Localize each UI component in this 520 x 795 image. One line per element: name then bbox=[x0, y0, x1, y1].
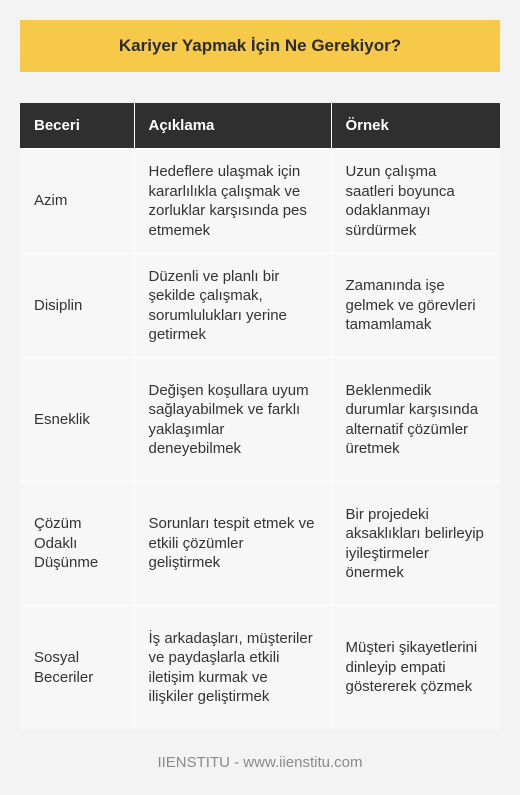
skills-table-container bbox=[20, 103, 500, 729]
column-header-description: Açıklama bbox=[134, 103, 331, 149]
column-header-example: Örnek bbox=[331, 103, 500, 149]
page-title: Kariyer Yapmak İçin Ne Gerekiyor? bbox=[118, 36, 402, 55]
example-cell: Beklenmedik durumlar karşısında alternatif çözümler üretmek bbox=[331, 358, 500, 482]
skill-cell: Sosyal Beceriler bbox=[20, 606, 134, 730]
example-cell: Zamanında işe gelmek ve görevleri tamamlamak bbox=[331, 254, 500, 358]
table-row bbox=[20, 149, 500, 254]
table-row bbox=[20, 358, 500, 482]
description-cell: Değişen koşullara uyum sağlayabilmek ve farklı yaklaşımlar deneyebilmek bbox=[134, 358, 331, 482]
description-cell: Düzenli ve planlı bir şekilde çalışmak, sorumlulukları yerine getirmek bbox=[134, 254, 331, 358]
description-cell: Hedeflere ulaşmak için kararlılıkla çalışmak ve zorluklar karşısında pes etmemek bbox=[134, 149, 331, 254]
description-cell: Sorunları tespit etmek ve etkili çözümler geliştirmek bbox=[134, 482, 331, 606]
footer-credit: IIENSTITU - www.iienstitu.com bbox=[157, 754, 363, 771]
skills-table bbox=[20, 103, 500, 729]
table-row bbox=[20, 254, 500, 358]
skill-cell: Esneklik bbox=[20, 358, 134, 482]
title-banner bbox=[20, 20, 500, 72]
table-row bbox=[20, 606, 500, 730]
table-header bbox=[20, 103, 500, 149]
column-header-skill: Beceri bbox=[20, 103, 134, 149]
example-cell: Bir projedeki aksaklıkları belirleyip iyileştirmeler önermek bbox=[331, 482, 500, 606]
skill-cell: Disiplin bbox=[20, 254, 134, 358]
skill-cell: Azim bbox=[20, 149, 134, 254]
description-cell: İş arkadaşları, müşteriler ve paydaşlarla etkili iletişim kurmak ve ilişkiler geliştirmek bbox=[134, 606, 331, 730]
example-cell: Uzun çalışma saatleri boyunca odaklanmayı sürdürmek bbox=[331, 149, 500, 254]
skill-cell: Çözüm Odaklı Düşünme bbox=[20, 482, 134, 606]
example-cell: Müşteri şikayetlerini dinleyip empati göstererek çözmek bbox=[331, 606, 500, 730]
table-row bbox=[20, 482, 500, 606]
header-row bbox=[20, 103, 500, 149]
